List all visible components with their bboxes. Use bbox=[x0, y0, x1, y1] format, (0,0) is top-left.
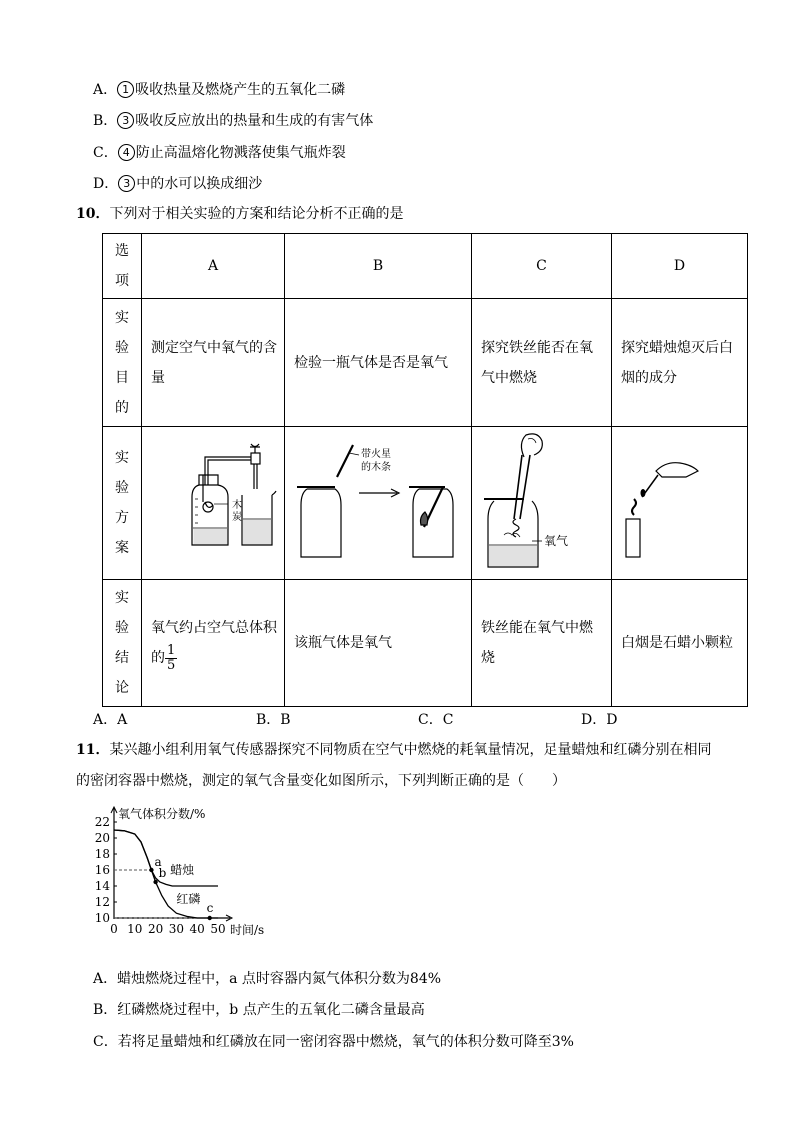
y-tick-label: 18 bbox=[94, 847, 110, 861]
experiment-table bbox=[102, 233, 748, 707]
conclusion-a-line-1: 氧气约占空气总体积 bbox=[151, 620, 277, 636]
purpose-a: 测定空气中氧气的含量 bbox=[142, 299, 285, 427]
x-tick-label: 10 bbox=[127, 922, 143, 936]
row-label-char: 论 bbox=[115, 680, 129, 696]
fraction-one-fifth bbox=[165, 644, 177, 673]
option-letter: A． bbox=[93, 82, 118, 98]
splint-label-line-2: 的木条 bbox=[361, 462, 391, 473]
oxygen-label: 氧气 bbox=[544, 534, 569, 548]
y-tick-label: 14 bbox=[94, 879, 110, 893]
col-header-a: A bbox=[142, 234, 285, 299]
row-label-text bbox=[103, 583, 141, 703]
q9-option-b[interactable] bbox=[93, 111, 373, 131]
conclusion-d: 白烟是石蜡小颗粒 bbox=[612, 580, 748, 707]
white-smoke-test-figure bbox=[612, 427, 747, 575]
charcoal-label bbox=[232, 498, 242, 511]
conclusion-a bbox=[142, 580, 285, 707]
row-label-scheme bbox=[103, 427, 142, 580]
conclusion-row bbox=[103, 580, 748, 707]
series-label-candle: 蜡烛 bbox=[170, 863, 195, 877]
q9-option-c[interactable] bbox=[93, 143, 346, 163]
oxygen-content-apparatus-figure bbox=[142, 427, 284, 575]
y-axis-label: 氧气体积分数/% bbox=[118, 807, 206, 821]
conclusion-a-line-2 bbox=[151, 643, 278, 673]
fraction-numerator: 1 bbox=[167, 642, 176, 658]
q10-option-d[interactable]: D．D bbox=[581, 712, 618, 728]
q10-option-b[interactable]: B．B bbox=[256, 712, 291, 728]
scheme-a bbox=[142, 427, 285, 580]
row-label-text bbox=[103, 443, 141, 563]
option-letter: B． bbox=[93, 113, 118, 129]
question-number: 10． bbox=[76, 206, 110, 222]
row-label-char: 验 bbox=[115, 339, 129, 356]
row-label-char: 验 bbox=[115, 480, 129, 496]
row-label-char: 实 bbox=[115, 450, 129, 466]
col-header-c: C bbox=[472, 234, 612, 299]
row-label-char: 的 bbox=[115, 399, 129, 416]
scheme-row bbox=[103, 427, 748, 580]
conclusion-b: 该瓶气体是氧气 bbox=[285, 580, 472, 707]
row-label-char: 选 bbox=[115, 243, 129, 259]
q9-option-d[interactable] bbox=[93, 174, 262, 194]
y-tick-label: 12 bbox=[94, 895, 110, 909]
circled-number: 1 bbox=[117, 81, 134, 98]
fraction-denominator: 5 bbox=[167, 657, 176, 673]
row-label-char: 项 bbox=[115, 273, 129, 289]
row-label-text bbox=[103, 303, 141, 423]
y-tick-label: 10 bbox=[94, 911, 110, 925]
row-label-conclusion bbox=[103, 580, 142, 707]
q9-option-a[interactable] bbox=[93, 80, 345, 100]
row-label-option bbox=[103, 234, 142, 299]
circled-number: 3 bbox=[117, 112, 134, 129]
option-text: 防止高温熔化物溅落使集气瓶炸裂 bbox=[135, 145, 346, 161]
row-label-text bbox=[103, 236, 141, 296]
option-letter: C． bbox=[93, 145, 118, 161]
row-label-char: 方 bbox=[115, 510, 129, 526]
question-number: 11． bbox=[76, 742, 110, 758]
q10-option-c[interactable]: C．C bbox=[418, 712, 454, 728]
col-header-d: D bbox=[612, 234, 748, 299]
y-tick-label: 22 bbox=[94, 815, 110, 829]
charcoal-label-2 bbox=[232, 510, 242, 523]
row-label-char: 结 bbox=[115, 650, 129, 666]
scheme-d bbox=[612, 427, 748, 580]
q11-option-b[interactable]: B．红磷燃烧过程中，b 点产生的五氧化二磷含量最高 bbox=[93, 1002, 425, 1018]
header-row bbox=[103, 234, 748, 299]
col-header-b: B bbox=[285, 234, 472, 299]
iron-wire-combustion-figure bbox=[472, 427, 611, 575]
data-point-b bbox=[153, 880, 157, 884]
option-text: 吸收反应放出的热量和生成的有害气体 bbox=[135, 113, 374, 129]
purpose-row bbox=[103, 299, 748, 427]
point-label-a: a bbox=[154, 855, 162, 869]
option-letter: D． bbox=[93, 176, 119, 192]
data-point-a bbox=[149, 868, 153, 872]
question-text: 某兴趣小组利用氧气传感器探究不同物质在空气中燃烧的耗氧量情况，足量蜡烛和红磷分别在相同 bbox=[109, 742, 712, 758]
question-11-stem-line-2: 的密闭容器中燃烧，测定的氧气含量变化如图所示，下列判断正确的是（ ） bbox=[76, 773, 566, 789]
point-label-b: b bbox=[158, 866, 167, 880]
row-label-char: 实 bbox=[115, 590, 129, 606]
q10-option-a[interactable]: A．A bbox=[93, 712, 128, 728]
x-tick-label: 50 bbox=[210, 922, 226, 936]
point-label-c: c bbox=[206, 901, 214, 915]
scheme-b bbox=[285, 427, 472, 580]
x-tick-label: 0 bbox=[110, 922, 118, 936]
purpose-b: 检验一瓶气体是否是氧气 bbox=[285, 299, 472, 427]
purpose-d: 探究蜡烛熄灭后白烟的成分 bbox=[612, 299, 748, 427]
charcoal-label-char-2: 炭 bbox=[232, 512, 242, 523]
row-label-char: 验 bbox=[115, 620, 129, 636]
conclusion-c: 铁丝能在氧气中燃烧 bbox=[472, 580, 612, 707]
q11-option-a[interactable]: A．蜡烛燃烧过程中，a 点时容器内氮气体积分数为84% bbox=[93, 971, 442, 987]
question-11-stem-line-1 bbox=[76, 740, 711, 760]
circled-number: 3 bbox=[118, 175, 135, 192]
q11-option-c[interactable]: C．若将足量蜡烛和红磷放在同一密闭容器中燃烧，氧气的体积分数可降至3% bbox=[93, 1034, 574, 1050]
row-label-char: 案 bbox=[115, 540, 129, 556]
option-text: 吸收热量及燃烧产生的五氧化二磷 bbox=[135, 82, 346, 98]
purpose-c: 探究铁丝能否在氧气中燃烧 bbox=[472, 299, 612, 427]
scheme-c bbox=[472, 427, 612, 580]
data-point-c bbox=[207, 916, 211, 920]
y-tick-label: 20 bbox=[94, 831, 110, 845]
row-label-char: 实 bbox=[115, 309, 129, 326]
x-tick-label: 40 bbox=[189, 922, 205, 936]
option-text: 中的水可以换成细沙 bbox=[136, 176, 263, 192]
question-text: 下列对于相关实验的方案和结论分析不正确的是 bbox=[109, 206, 404, 222]
x-axis-label: 时间/s bbox=[230, 923, 265, 937]
glowing-splint-test-figure bbox=[285, 427, 471, 575]
row-label-purpose bbox=[103, 299, 142, 427]
question-10-stem bbox=[76, 204, 403, 224]
y-tick-label: 16 bbox=[94, 863, 110, 877]
oxygen-fraction-chart bbox=[86, 798, 286, 958]
charcoal-label-char-1: 木 bbox=[232, 500, 242, 511]
x-tick-label: 30 bbox=[168, 922, 185, 936]
row-label-char: 目 bbox=[115, 369, 129, 386]
x-tick-label: 20 bbox=[147, 922, 164, 936]
series-label-red-phosphorus: 红磷 bbox=[176, 891, 201, 906]
circled-number: 4 bbox=[118, 144, 135, 161]
splint-label-line-1: 带火星 bbox=[361, 449, 391, 460]
conclusion-a-of: 的 bbox=[151, 650, 165, 666]
